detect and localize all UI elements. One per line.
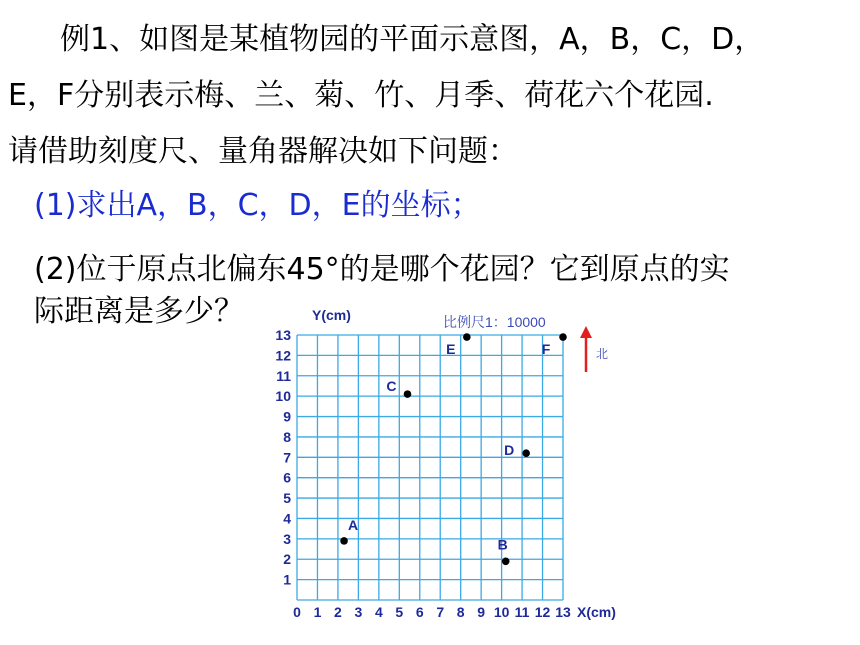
garden-point-d: [522, 449, 530, 457]
scale-note: 比例尺1：10000: [443, 314, 546, 330]
y-tick-label: 13: [275, 327, 291, 343]
x-tick-label: 11: [514, 604, 530, 620]
garden-point-f: [559, 333, 567, 341]
y-tick-label: 9: [283, 408, 291, 425]
x-tick-label: 3: [354, 604, 363, 620]
x-tick-label: 7: [436, 604, 445, 620]
garden-label-c: C: [386, 378, 397, 395]
y-tick-label: 5: [283, 490, 291, 507]
garden-point-c: [404, 390, 412, 398]
x-tick-label: 10: [493, 604, 510, 620]
x-tick-label: 5: [395, 604, 404, 620]
y-tick-label: 8: [283, 428, 291, 445]
x-tick-label: 8: [456, 604, 465, 620]
y-tick-label: 11: [276, 367, 291, 384]
question-2-continued: 际距离是多少？: [34, 294, 244, 329]
y-tick-label: 1: [283, 571, 291, 588]
garden-point-b: [502, 557, 510, 565]
x-tick-label: 0: [293, 604, 301, 620]
x-tick-labels: [293, 604, 571, 620]
problem-line-1: 例1、如图是某植物园的平面示意图，A，B，C，D，: [60, 22, 765, 57]
garden-point-e: [463, 333, 471, 341]
north-arrow-icon: [580, 326, 592, 372]
y-tick-label: 4: [283, 510, 291, 527]
garden-points: [340, 333, 567, 565]
x-tick-label: 4: [374, 604, 383, 620]
y-tick-label: 2: [283, 551, 291, 568]
problem-line-3: 请借助刻度尺、量角器解决如下问题：: [8, 134, 518, 169]
y-tick-label: 3: [283, 530, 291, 547]
x-tick-label: 9: [477, 604, 486, 620]
problem-line-2: E，F分别表示梅、兰、菊、竹、月季、荷花六个花园.: [8, 78, 714, 113]
garden-label-b: B: [497, 536, 508, 553]
garden-label-e: E: [446, 341, 456, 358]
y-tick-label: 7: [283, 449, 291, 466]
north-label: 北: [596, 347, 609, 361]
x-tick-label: 6: [415, 604, 424, 620]
y-tick-labels: [275, 327, 291, 588]
garden-label-a: A: [348, 516, 359, 533]
y-tick-label: 12: [275, 347, 291, 364]
garden-label-d: D: [504, 442, 515, 459]
garden-point-a: [340, 537, 348, 545]
x-tick-label: 2: [334, 604, 342, 620]
x-tick-label: 13: [555, 604, 571, 620]
grid-lines: [297, 335, 563, 600]
y-tick-label: 6: [283, 469, 291, 486]
question-2: (2)位于原点北偏东45°的是哪个花园？它到原点的实: [34, 252, 730, 287]
garden-label-f: F: [541, 341, 551, 358]
y-axis-title: Y(cm): [312, 307, 351, 323]
y-tick-label: 10: [275, 388, 291, 405]
question-1: (1)求出A，B，C，D，E的坐标；: [34, 188, 481, 223]
x-axis-title: X(cm): [577, 604, 616, 620]
x-tick-label: 12: [534, 604, 551, 620]
x-tick-label: 1: [313, 604, 322, 620]
